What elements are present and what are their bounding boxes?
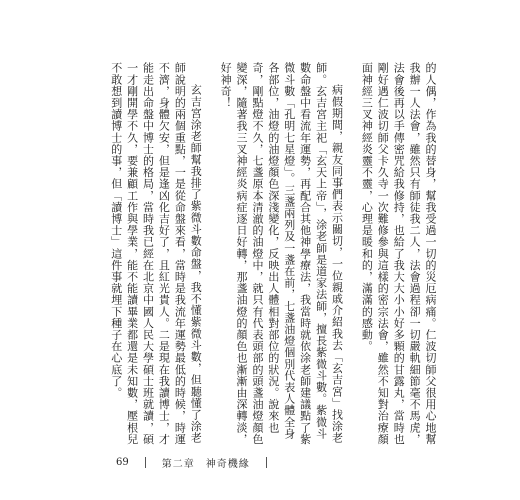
paragraph: 的人偶，作為我的替身，幫我受過一切的災厄病痛。仁波切師父很用心地幫我辦一人法會，雖然只有師徒我二人，法會過程卻一切嚴軌細節毫不馬虎，法會後再以手傳密咒給我修持，也給了我大大小小好多顆的甘露丸，當時也剛好遇仁波切師父卡久寺一次難修參與這樣的密宗法會，雖然不知對治療顏面神經三叉神經炎靈不靈，心理是暖和的，滿滿的感動。 <box>360 62 437 445</box>
page-footer <box>116 455 283 470</box>
footer-divider <box>266 457 267 468</box>
paragraph: 玄吉宮涂老師幫我排了紫微斗數命盤，我不懂紫微斗數，但聽懂了涂老師說明的兩個重點，一是從命盤來看，當時是我流年運勢最低的時候，時運不濟，身體欠安，但是逢凶化吉好了，且紅光貴人。二是現在我讀博士，才能走出命盤中博士的格局，當時我已經在北京中國人民大學碩士班就讀，碩一才剛開學不久，要兼顧工作與學業，能不能讀畢業都還是未知數，壓根兒不敢想到讀博士的事，但「讀博士」這件事就埋下種子在心底了。 <box>109 62 203 445</box>
body-text <box>86 62 438 450</box>
footer-divider <box>145 457 146 468</box>
paragraph: 病假期間，親友同事們表示關切，一位親戚介紹我去「玄吉宮」找涂老師。玄吉宮主祀「玄天上帝」，涂老師是道家法師，擅長紫微斗數。紫微斗數命盤中看流年運勢，再配合其他神學療法，我當時就依涂老師建議點了紫微斗數「孔明七星燈」。三盞兩列及一盞在前，七盞油燈個別代表人體全身各部位，油燈的油燈顏色深淺變化，反映出人體相對部位的狀況。說來也奇，剛點燈不久，七盞原本清澈的油燈中，就只有代表頭部的頭盞油燈顏色變深，隨著我三叉神經炎病症逐日好轉，那盞油燈的顏色也漸漸由深轉淡，好神奇！ <box>219 62 344 445</box>
chapter-title: 第二章 神奇機緣 <box>161 459 250 470</box>
page-number: 69 <box>116 457 129 468</box>
